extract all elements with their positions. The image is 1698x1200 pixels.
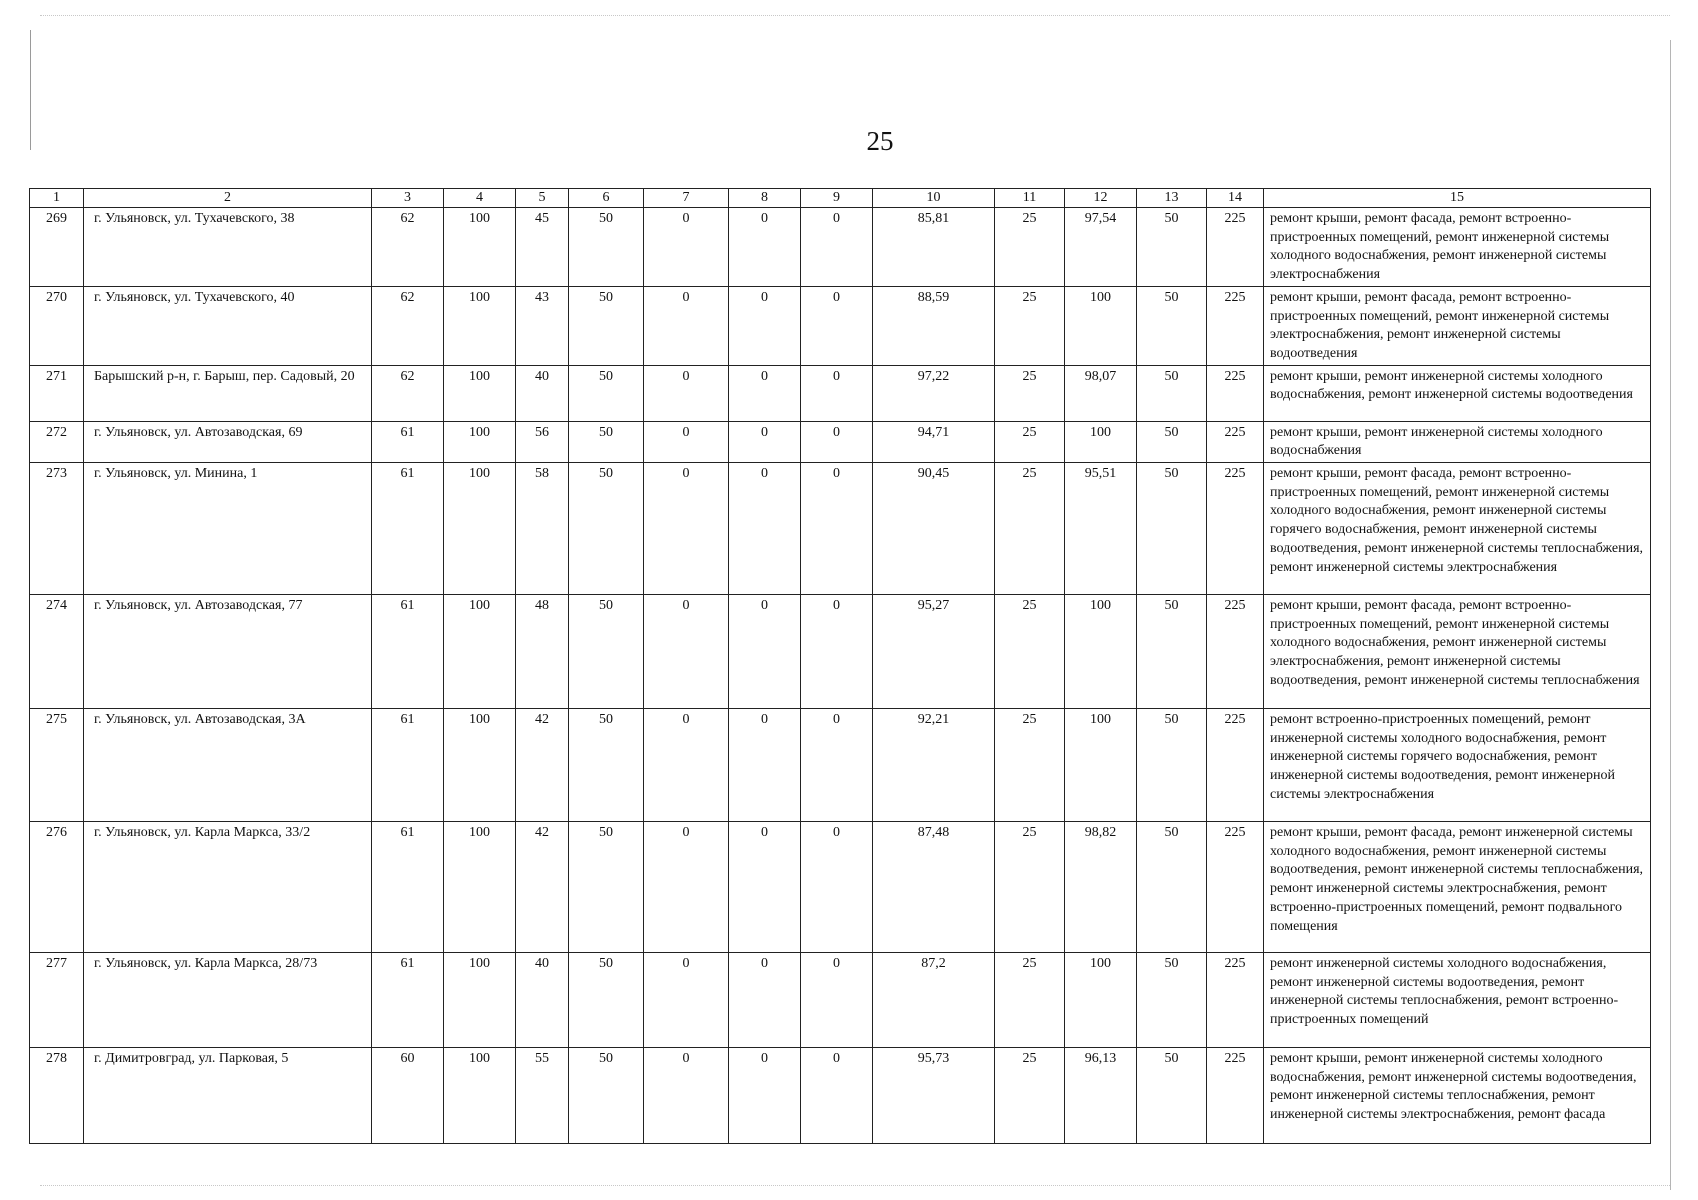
table-cell: 50 bbox=[569, 953, 644, 1048]
table-cell: 95,51 bbox=[1065, 463, 1137, 595]
table-row bbox=[30, 208, 1651, 287]
table-cell: 0 bbox=[729, 595, 801, 709]
table-cell: 50 bbox=[569, 595, 644, 709]
address-cell: г. Ульяновск, ул. Тухачевского, 40 bbox=[84, 286, 372, 365]
table-cell: 50 bbox=[1137, 595, 1207, 709]
row-number-cell: 270 bbox=[30, 286, 84, 365]
table-cell: 100 bbox=[444, 463, 516, 595]
table-cell: 0 bbox=[729, 421, 801, 462]
table-cell: 25 bbox=[995, 208, 1065, 287]
column-header: 7 bbox=[644, 189, 729, 208]
table-cell: 25 bbox=[995, 463, 1065, 595]
page-number: 25 bbox=[866, 126, 894, 156]
table-cell: 0 bbox=[729, 822, 801, 953]
works-cell: ремонт крыши, ремонт фасада, ремонт встроенно-пристроенных помещений, ремонт инженерной системы холодного водоснабжения, ремонт инженерной системы электроснабжения, ремонт инженерной системы водоотведения, ремонт инженерной системы теплоснабжения bbox=[1264, 595, 1651, 709]
table-cell: 50 bbox=[1137, 953, 1207, 1048]
table-cell: 0 bbox=[801, 421, 873, 462]
table-cell: 100 bbox=[444, 1048, 516, 1144]
table-cell: 225 bbox=[1207, 709, 1264, 822]
table-row bbox=[30, 365, 1651, 421]
address-cell: г. Ульяновск, ул. Карла Маркса, 28/73 bbox=[84, 953, 372, 1048]
table-cell: 50 bbox=[569, 1048, 644, 1144]
table-cell: 0 bbox=[644, 365, 729, 421]
table-cell: 88,59 bbox=[873, 286, 995, 365]
table-cell: 100 bbox=[444, 365, 516, 421]
address-cell: г. Ульяновск, ул. Тухачевского, 38 bbox=[84, 208, 372, 287]
table-cell: 100 bbox=[444, 421, 516, 462]
table-cell: 98,82 bbox=[1065, 822, 1137, 953]
repair-register-table bbox=[29, 188, 1651, 1144]
works-cell: ремонт крыши, ремонт фасада, ремонт встроенно-пристроенных помещений, ремонт инженерной системы холодного водоснабжения, ремонт инженерной системы электроснабжения bbox=[1264, 208, 1651, 287]
works-cell: ремонт крыши, ремонт инженерной системы холодного водоснабжения, ремонт инженерной системы водоотведения bbox=[1264, 365, 1651, 421]
table-cell: 42 bbox=[516, 822, 569, 953]
column-header: 14 bbox=[1207, 189, 1264, 208]
table-cell: 225 bbox=[1207, 286, 1264, 365]
table-cell: 50 bbox=[1137, 286, 1207, 365]
table-cell: 225 bbox=[1207, 595, 1264, 709]
table-cell: 100 bbox=[444, 286, 516, 365]
table-cell: 25 bbox=[995, 822, 1065, 953]
column-header: 12 bbox=[1065, 189, 1137, 208]
table-cell: 0 bbox=[644, 208, 729, 287]
table-cell: 225 bbox=[1207, 463, 1264, 595]
row-number-cell: 274 bbox=[30, 595, 84, 709]
table-cell: 50 bbox=[1137, 365, 1207, 421]
table-cell: 90,45 bbox=[873, 463, 995, 595]
table-cell: 92,21 bbox=[873, 709, 995, 822]
table-cell: 225 bbox=[1207, 365, 1264, 421]
table-cell: 0 bbox=[729, 208, 801, 287]
table-cell: 62 bbox=[372, 208, 444, 287]
table-cell: 95,73 bbox=[873, 1048, 995, 1144]
scan-border-bottom bbox=[40, 1185, 1670, 1186]
table-cell: 0 bbox=[729, 286, 801, 365]
table-cell: 0 bbox=[644, 421, 729, 462]
table-cell: 0 bbox=[644, 463, 729, 595]
header-row bbox=[30, 189, 1651, 208]
table-row bbox=[30, 421, 1651, 462]
table-cell: 100 bbox=[1065, 709, 1137, 822]
table-cell: 50 bbox=[569, 365, 644, 421]
works-cell: ремонт встроенно-пристроенных помещений, ремонт инженерной системы холодного водоснабжения, ремонт инженерной системы горячего водоснабжения, ремонт инженерной системы водоотведения, ремонт инженерной системы электроснабжения bbox=[1264, 709, 1651, 822]
table-cell: 87,2 bbox=[873, 953, 995, 1048]
table-row bbox=[30, 286, 1651, 365]
table-cell: 97,22 bbox=[873, 365, 995, 421]
table-row bbox=[30, 463, 1651, 595]
table-cell: 0 bbox=[801, 709, 873, 822]
table-cell: 40 bbox=[516, 953, 569, 1048]
table-cell: 50 bbox=[1137, 463, 1207, 595]
table-cell: 0 bbox=[644, 709, 729, 822]
table-cell: 61 bbox=[372, 822, 444, 953]
table-cell: 25 bbox=[995, 1048, 1065, 1144]
table-cell: 25 bbox=[995, 953, 1065, 1048]
table-cell: 48 bbox=[516, 595, 569, 709]
table-cell: 25 bbox=[995, 286, 1065, 365]
scan-edge-left bbox=[30, 30, 31, 150]
row-number-cell: 277 bbox=[30, 953, 84, 1048]
table-cell: 100 bbox=[444, 709, 516, 822]
table-cell: 100 bbox=[444, 953, 516, 1048]
table-cell: 0 bbox=[801, 822, 873, 953]
table-cell: 0 bbox=[801, 463, 873, 595]
table-cell: 25 bbox=[995, 709, 1065, 822]
scan-border-top bbox=[40, 15, 1670, 16]
address-cell: г. Ульяновск, ул. Автозаводская, 3А bbox=[84, 709, 372, 822]
column-header: 5 bbox=[516, 189, 569, 208]
table-cell: 58 bbox=[516, 463, 569, 595]
table-cell: 0 bbox=[729, 953, 801, 1048]
table-cell: 62 bbox=[372, 365, 444, 421]
row-number-cell: 275 bbox=[30, 709, 84, 822]
table-cell: 40 bbox=[516, 365, 569, 421]
row-number-cell: 273 bbox=[30, 463, 84, 595]
table-cell: 0 bbox=[644, 953, 729, 1048]
column-header: 13 bbox=[1137, 189, 1207, 208]
table-cell: 225 bbox=[1207, 953, 1264, 1048]
table-cell: 85,81 bbox=[873, 208, 995, 287]
works-cell: ремонт инженерной системы холодного водоснабжения, ремонт инженерной системы водоотведения, ремонт инженерной системы теплоснабжения, ремонт встроенно-пристроенных помещений bbox=[1264, 953, 1651, 1048]
table-row bbox=[30, 709, 1651, 822]
table-cell: 100 bbox=[444, 822, 516, 953]
table-cell: 97,54 bbox=[1065, 208, 1137, 287]
column-header: 8 bbox=[729, 189, 801, 208]
table-cell: 45 bbox=[516, 208, 569, 287]
column-header: 2 bbox=[84, 189, 372, 208]
address-cell: г. Ульяновск, ул. Автозаводская, 77 bbox=[84, 595, 372, 709]
table-cell: 0 bbox=[801, 595, 873, 709]
table-cell: 100 bbox=[1065, 595, 1137, 709]
address-cell: г. Димитровград, ул. Парковая, 5 bbox=[84, 1048, 372, 1144]
table-cell: 50 bbox=[569, 286, 644, 365]
row-number-cell: 276 bbox=[30, 822, 84, 953]
table-row bbox=[30, 953, 1651, 1048]
table-cell: 0 bbox=[644, 595, 729, 709]
table-cell: 50 bbox=[1137, 1048, 1207, 1144]
table-cell: 0 bbox=[801, 208, 873, 287]
column-header: 9 bbox=[801, 189, 873, 208]
table-cell: 50 bbox=[569, 463, 644, 595]
table-cell: 94,71 bbox=[873, 421, 995, 462]
table-row bbox=[30, 1048, 1651, 1144]
table-cell: 0 bbox=[729, 1048, 801, 1144]
table-cell: 61 bbox=[372, 953, 444, 1048]
table-cell: 100 bbox=[1065, 421, 1137, 462]
table-cell: 100 bbox=[444, 208, 516, 287]
column-header: 11 bbox=[995, 189, 1065, 208]
table-cell: 50 bbox=[569, 709, 644, 822]
table-cell: 62 bbox=[372, 286, 444, 365]
table-cell: 50 bbox=[1137, 208, 1207, 287]
table-cell: 55 bbox=[516, 1048, 569, 1144]
table-cell: 225 bbox=[1207, 1048, 1264, 1144]
column-header: 6 bbox=[569, 189, 644, 208]
address-cell: Барышский р-н, г. Барыш, пер. Садовый, 20 bbox=[84, 365, 372, 421]
table-cell: 61 bbox=[372, 463, 444, 595]
table-cell: 42 bbox=[516, 709, 569, 822]
column-header: 3 bbox=[372, 189, 444, 208]
table-cell: 43 bbox=[516, 286, 569, 365]
table-cell: 0 bbox=[729, 463, 801, 595]
table-cell: 0 bbox=[729, 709, 801, 822]
row-number-cell: 272 bbox=[30, 421, 84, 462]
works-cell: ремонт крыши, ремонт фасада, ремонт встроенно-пристроенных помещений, ремонт инженерной системы холодного водоснабжения, ремонт инженерной системы горячего водоснабжения, ремонт инженерной системы водоотведения, ремонт инженерной системы теплоснабжения, ремонт инженерной системы электроснабжения bbox=[1264, 463, 1651, 595]
column-header: 4 bbox=[444, 189, 516, 208]
address-cell: г. Ульяновск, ул. Автозаводская, 69 bbox=[84, 421, 372, 462]
table-cell: 56 bbox=[516, 421, 569, 462]
address-cell: г. Ульяновск, ул. Минина, 1 bbox=[84, 463, 372, 595]
table-cell: 50 bbox=[1137, 709, 1207, 822]
table-cell: 61 bbox=[372, 595, 444, 709]
table-cell: 95,27 bbox=[873, 595, 995, 709]
table-cell: 100 bbox=[1065, 953, 1137, 1048]
table-cell: 87,48 bbox=[873, 822, 995, 953]
column-header: 15 bbox=[1264, 189, 1651, 208]
table-cell: 50 bbox=[1137, 822, 1207, 953]
table-cell: 0 bbox=[801, 1048, 873, 1144]
scan-edge-right bbox=[1670, 40, 1671, 1190]
table-cell: 96,13 bbox=[1065, 1048, 1137, 1144]
table-cell: 0 bbox=[729, 365, 801, 421]
table-cell: 0 bbox=[801, 953, 873, 1048]
table-cell: 100 bbox=[444, 595, 516, 709]
table-cell: 50 bbox=[1137, 421, 1207, 462]
table-cell: 100 bbox=[1065, 286, 1137, 365]
table-row bbox=[30, 822, 1651, 953]
table-cell: 0 bbox=[644, 286, 729, 365]
table-cell: 61 bbox=[372, 421, 444, 462]
table-cell: 0 bbox=[644, 1048, 729, 1144]
table-cell: 0 bbox=[644, 822, 729, 953]
table-cell: 225 bbox=[1207, 822, 1264, 953]
table-cell: 25 bbox=[995, 365, 1065, 421]
row-number-cell: 269 bbox=[30, 208, 84, 287]
table-cell: 25 bbox=[995, 595, 1065, 709]
works-cell: ремонт крыши, ремонт фасада, ремонт инженерной системы холодного водоснабжения, ремонт инженерной системы водоотведения, ремонт инженерной системы теплоснабжения, ремонт инженерной системы электроснабжения, ремонт встроенно-пристроенных помещений, ремонт подвального помещения bbox=[1264, 822, 1651, 953]
table-cell: 25 bbox=[995, 421, 1065, 462]
table-cell: 50 bbox=[569, 421, 644, 462]
works-cell: ремонт крыши, ремонт инженерной системы холодного водоснабжения bbox=[1264, 421, 1651, 462]
table-cell: 225 bbox=[1207, 421, 1264, 462]
works-cell: ремонт крыши, ремонт фасада, ремонт встроенно-пристроенных помещений, ремонт инженерной системы электроснабжения, ремонт инженерной системы водоотведения bbox=[1264, 286, 1651, 365]
table-cell: 60 bbox=[372, 1048, 444, 1144]
table-cell: 98,07 bbox=[1065, 365, 1137, 421]
table-cell: 0 bbox=[801, 365, 873, 421]
table-cell: 50 bbox=[569, 208, 644, 287]
table-cell: 50 bbox=[569, 822, 644, 953]
row-number-cell: 271 bbox=[30, 365, 84, 421]
row-number-cell: 278 bbox=[30, 1048, 84, 1144]
column-header: 1 bbox=[30, 189, 84, 208]
address-cell: г. Ульяновск, ул. Карла Маркса, 33/2 bbox=[84, 822, 372, 953]
works-cell: ремонт крыши, ремонт инженерной системы холодного водоснабжения, ремонт инженерной системы водоотведения, ремонт инженерной системы теплоснабжения, ремонт инженерной системы электроснабжения, ремонт фасада bbox=[1264, 1048, 1651, 1144]
table-cell: 0 bbox=[801, 286, 873, 365]
column-header: 10 bbox=[873, 189, 995, 208]
table-cell: 225 bbox=[1207, 208, 1264, 287]
table-row bbox=[30, 595, 1651, 709]
table-cell: 61 bbox=[372, 709, 444, 822]
